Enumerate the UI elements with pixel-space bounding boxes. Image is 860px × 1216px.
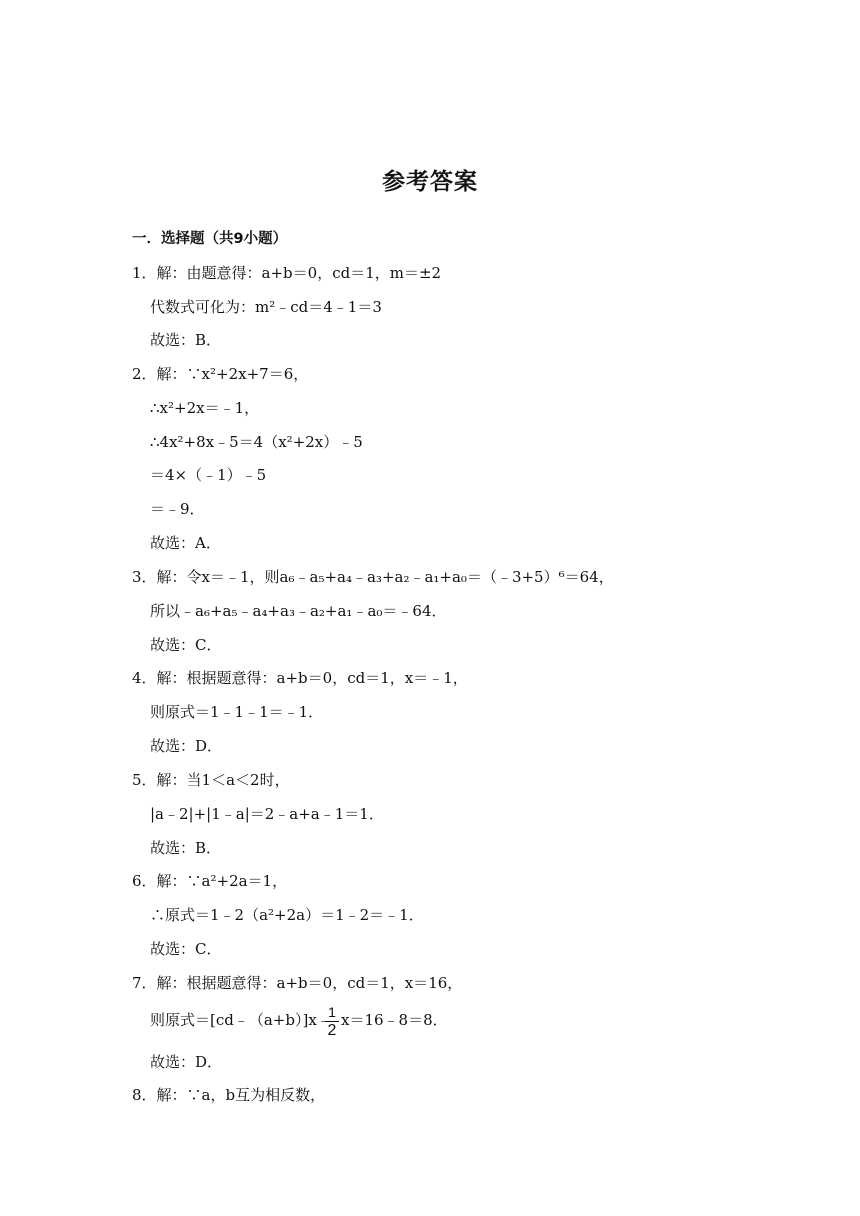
answer-3-line-1: 3．解：令x＝﹣1，则a₆﹣a₅+a₄﹣a₃+a₂﹣a₁+a₀＝（﹣3+5）⁶＝64， (132, 568, 614, 586)
answer-2-line-4: ＝4×（﹣1）﹣5 (150, 466, 267, 484)
page-title: 参考答案 (382, 169, 478, 195)
answer-4-line-1: 4．解：根据题意得：a+b＝0，cd＝1，x＝﹣1， (132, 669, 468, 687)
answer-2-line-5: ＝﹣9． (150, 500, 205, 518)
answer-5-line-1: 5．解：当1＜a＜2时， (132, 771, 290, 789)
answer-3-line-2: 所以﹣a₆+a₅﹣a₄+a₃﹣a₂+a₁﹣a₀＝﹣64． (150, 602, 447, 620)
answer-6-line-1: 6．解：∵a²+2a＝1， (132, 872, 288, 890)
answer-2-line-1: 2．解：∵x²+2x+7＝6， (132, 365, 309, 383)
answer-8-line-1: 8．解：∵a，b互为相反数， (132, 1086, 326, 1104)
answer-1-choice: 故选：B． (150, 331, 222, 349)
answer-7-line-2-left: 则原式＝[cd﹣（a+b）]x﹣ (150, 1011, 332, 1029)
answer-5-line-2: |a﹣2|+|1﹣a|＝2﹣a+a﹣1＝1． (150, 805, 384, 823)
answer-1-line-1: 1．解：由题意得：a+b＝0，cd＝1，m＝±2 (132, 264, 442, 282)
answer-4-line-2: 则原式＝1﹣1﹣1＝﹣1． (150, 703, 324, 721)
answer-5-choice: 故选：B． (150, 839, 222, 857)
answer-4-choice: 故选：D． (150, 737, 223, 755)
answer-7-line-2-right: x＝16﹣8＝8． (341, 1011, 448, 1029)
answer-2-line-3: ∴4x²+8x﹣5＝4（x²+2x）﹣5 (150, 433, 363, 451)
answer-3-choice: 故选：C． (150, 636, 222, 654)
fraction-one-half (325, 1004, 339, 1039)
answer-6-choice: 故选：C． (150, 940, 222, 958)
answer-1-line-2: 代数式可化为：m²﹣cd＝4﹣1＝3 (150, 298, 382, 316)
answer-2-choice: 故选：A． (150, 534, 221, 552)
answer-7-line-1: 7．解：根据题意得：a+b＝0，cd＝1，x＝16， (132, 974, 463, 992)
section-heading: 一．选择题（共9小题） (132, 231, 288, 247)
answer-6-line-2: ∴原式＝1﹣2（a²+2a）＝1﹣2＝﹣1． (150, 906, 424, 924)
fraction-denominator: 2 (327, 1022, 337, 1039)
answer-7-choice: 故选：D． (150, 1053, 223, 1071)
answer-2-line-2: ∴x²+2x＝﹣1， (150, 399, 260, 417)
fraction-numerator: 1 (325, 1004, 339, 1022)
